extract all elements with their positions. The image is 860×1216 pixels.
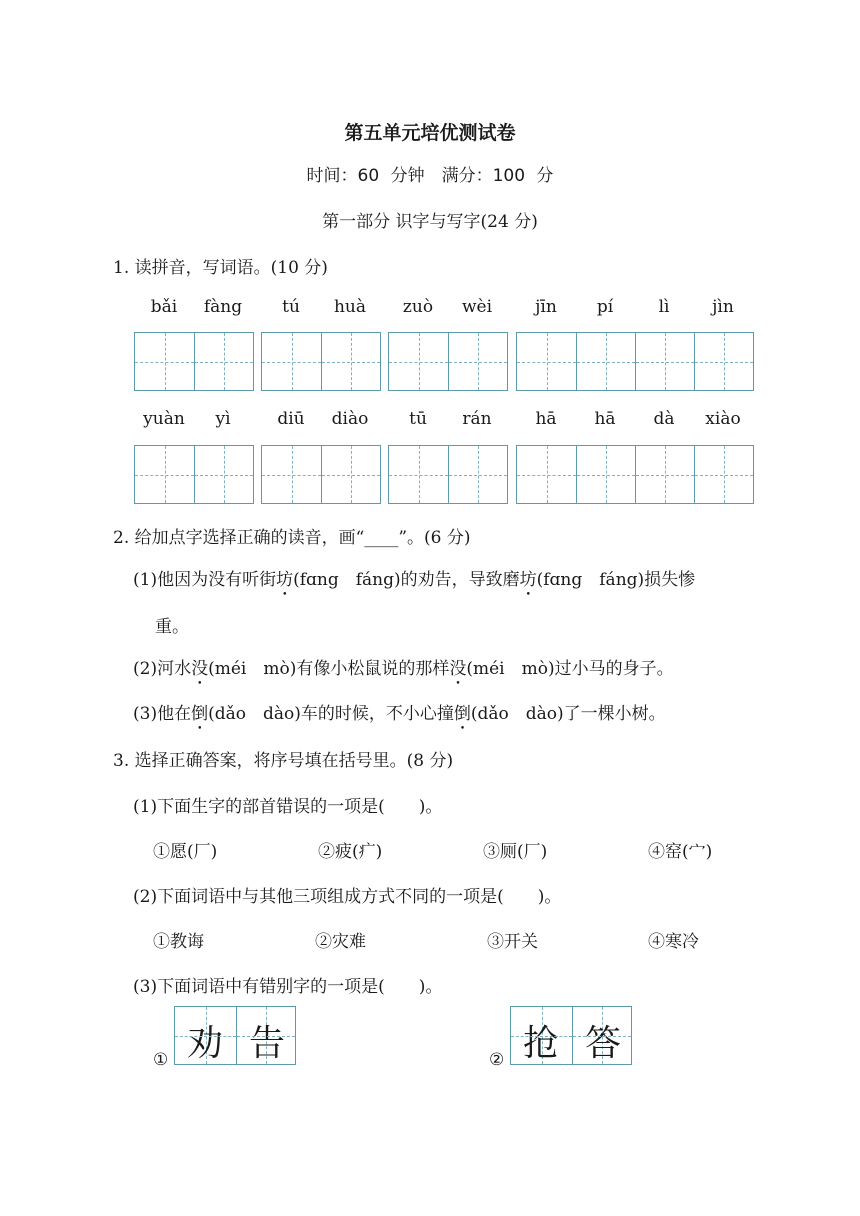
- writing-cell[interactable]: [194, 446, 253, 503]
- word-grid-group[interactable]: [261, 445, 381, 504]
- word-grid-group[interactable]: [516, 445, 754, 504]
- question-2-item-3: (3)他在倒(dǎo dào)车的时候，不小心撞倒(dǎo dào)了一棵小树。: [133, 704, 666, 724]
- pinyin-syllable: huà: [333, 297, 367, 317]
- pinyin-syllable: tū: [409, 409, 427, 429]
- writing-cell[interactable]: [135, 446, 194, 503]
- option-1-4: ④窑(宀): [648, 842, 713, 862]
- exam-meta: 时间：60 分钟 满分：100 分: [306, 166, 554, 186]
- writing-cell[interactable]: [694, 333, 753, 390]
- question-2-heading: 2. 给加点字选择正确的读音，画“____”。(6 分): [113, 528, 471, 548]
- option-2-4: ④寒冷: [648, 932, 699, 952]
- question-2-item-1: (1)他因为没有听街坊(fɑng fáng)的劝告，导致磨坊(fɑng fáng)损失惨: [133, 570, 696, 590]
- writing-cell[interactable]: [448, 446, 507, 503]
- option-3-1-number: ①: [153, 1050, 169, 1070]
- pinyin-syllable: yì: [215, 409, 231, 429]
- pinyin-syllable: xiào: [705, 409, 741, 429]
- pinyin-syllable: hā: [535, 409, 557, 429]
- writing-cell[interactable]: [389, 446, 448, 503]
- writing-cell[interactable]: [576, 333, 635, 390]
- pinyin-syllable: jìn: [712, 297, 734, 317]
- pinyin-syllable: jīn: [535, 297, 557, 317]
- pinyin-syllable: diào: [331, 409, 369, 429]
- word-char: 告: [248, 1023, 285, 1064]
- writing-cell[interactable]: [635, 446, 694, 503]
- pinyin-syllable: diū: [277, 409, 305, 429]
- section-heading: 第一部分 识字与写字(24 分): [322, 212, 538, 232]
- word-char: 劝: [186, 1023, 223, 1064]
- pinyin-syllable: wèi: [461, 297, 493, 317]
- option-2-3: ③开关: [487, 932, 538, 952]
- pinyin-syllable: yuàn: [143, 409, 185, 429]
- question-2-item-2: (2)河水没(méi mò)有像小松鼠说的那样没(méi mò)过小马的身子。: [133, 659, 674, 679]
- option-1-1: ①愿(厂): [153, 842, 218, 862]
- word-char: 答: [584, 1023, 621, 1064]
- pinyin-syllable: pí: [596, 297, 614, 317]
- option-3-2-word-box: [510, 1006, 632, 1065]
- question-3-sub-3: (3)下面词语中有错别字的一项是( )。: [133, 977, 443, 997]
- option-2-1: ①教诲: [153, 932, 204, 952]
- word-grid-group[interactable]: [516, 332, 754, 391]
- writing-cell[interactable]: [694, 446, 753, 503]
- question-3-sub-2: (2)下面词语中与其他三项组成方式不同的一项是( )。: [133, 887, 562, 907]
- writing-cell[interactable]: [635, 333, 694, 390]
- writing-cell[interactable]: [194, 333, 253, 390]
- pinyin-syllable: dà: [653, 409, 675, 429]
- writing-cell[interactable]: [576, 446, 635, 503]
- pinyin-syllable: lì: [658, 297, 670, 317]
- page-title: 第五单元培优测试卷: [344, 122, 516, 144]
- option-2-2: ②灾难: [315, 932, 366, 952]
- pinyin-syllable: tú: [282, 297, 300, 317]
- option-1-2: ②疲(疒): [318, 842, 383, 862]
- writing-cell[interactable]: [321, 446, 380, 503]
- pinyin-syllable: hā: [594, 409, 616, 429]
- pinyin-syllable: bǎi: [150, 297, 178, 317]
- writing-cell[interactable]: [262, 446, 321, 503]
- question-2-item-1-cont: 重。: [155, 617, 189, 637]
- word-grid-group[interactable]: [134, 445, 254, 504]
- word-cell: [175, 1007, 236, 1064]
- pinyin-syllable: fàng: [203, 297, 243, 317]
- writing-cell[interactable]: [262, 333, 321, 390]
- word-grid-group[interactable]: [388, 445, 508, 504]
- question-3-heading: 3. 选择正确答案，将序号填在括号里。(8 分): [113, 751, 454, 771]
- word-grid-group[interactable]: [134, 332, 254, 391]
- pinyin-syllable: zuò: [402, 297, 434, 317]
- word-cell: [572, 1007, 631, 1064]
- writing-cell[interactable]: [389, 333, 448, 390]
- writing-cell[interactable]: [321, 333, 380, 390]
- word-grid-group[interactable]: [388, 332, 508, 391]
- writing-cell[interactable]: [517, 446, 576, 503]
- word-grid-group[interactable]: [261, 332, 381, 391]
- question-3-sub-1: (1)下面生字的部首错误的一项是( )。: [133, 797, 443, 817]
- question-1-heading: 1. 读拼音，写词语。(10 分): [113, 258, 328, 278]
- writing-cell[interactable]: [517, 333, 576, 390]
- word-char: 抢: [522, 1023, 559, 1064]
- option-3-2-number: ②: [489, 1050, 505, 1070]
- pinyin-syllable: rán: [462, 409, 492, 429]
- word-cell: [236, 1007, 295, 1064]
- word-cell: [511, 1007, 572, 1064]
- writing-cell[interactable]: [135, 333, 194, 390]
- option-1-3: ③厕(厂): [483, 842, 548, 862]
- writing-cell[interactable]: [448, 333, 507, 390]
- option-3-1-word-box: [174, 1006, 296, 1065]
